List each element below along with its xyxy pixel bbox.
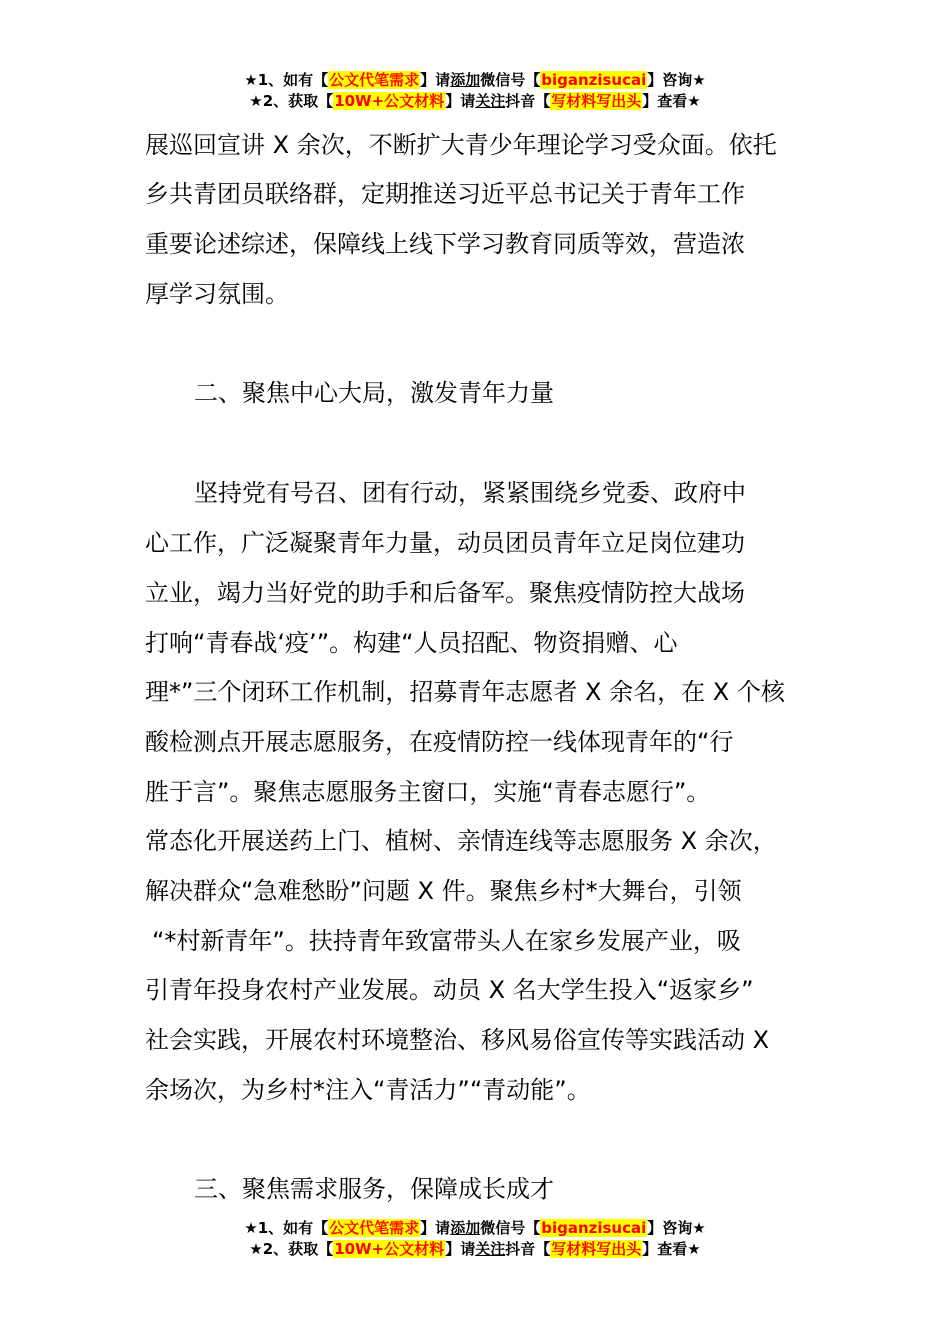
body-line: 社会实践，开展农村环境整治、移风易俗宣传等实践活动 X [145, 1026, 770, 1054]
promo-highlight: 10W+公文材料 [334, 92, 445, 110]
body-line: 立业，竭力当好党的助手和后备军。聚焦疫情防控大战场 [145, 579, 745, 607]
body-line: 打响“青春战‘疫’”。构建“人员招配、物资捐赠、心 [145, 629, 678, 657]
promo-text: 】咨询★ [647, 71, 706, 89]
promo-text: 抖音【 [505, 1240, 551, 1258]
body-line: 胜于言”。聚焦志愿服务主窗口，实施“青春志愿行”。 [145, 778, 711, 806]
promo-underlined: 关注 [475, 92, 506, 110]
body-line: 解决群众“急难愁盼”问题 X 件。聚焦乡村*大舞台，引领 [145, 877, 742, 905]
promo-text: 】咨询★ [647, 1219, 706, 1237]
body-line: 余场次，为乡村*注入“青活力”“青动能”。 [145, 1076, 591, 1104]
promo-text: 】请 [445, 92, 476, 110]
promo-line-2 [0, 1239, 950, 1260]
promo-highlight: 10W+公文材料 [334, 1240, 445, 1258]
promo-highlight-douyin: 写材料写出头 [551, 92, 642, 110]
body-line: 厚学习氛围。 [145, 280, 289, 308]
promo-line-2 [0, 91, 950, 112]
body-line: 坚持党有号召、团有行动，紧紧围绕乡党委、政府中 [194, 479, 746, 507]
promo-text: ★1、如有【 [244, 1219, 329, 1237]
promo-text: 】查看★ [642, 92, 701, 110]
section-heading: 二、聚焦中心大局，激发青年力量 [194, 379, 554, 407]
promo-line-1 [0, 70, 950, 91]
promo-banner-bottom [0, 1218, 950, 1260]
body-line: 引青年投身农村产业发展。动员 X 名大学生投入“返家乡” [145, 976, 754, 1004]
promo-text: ★1、如有【 [244, 71, 329, 89]
promo-underlined: 添加 [450, 71, 481, 89]
body-line: 理*”三个闭环工作机制，招募青年志愿者 X 余名，在 X 个核 [145, 678, 785, 706]
promo-highlight: 公文代笔需求 [329, 1219, 420, 1237]
promo-highlight-douyin: 写材料写出头 [551, 1240, 642, 1258]
promo-highlight-wechat-id: biganzisucai [541, 1219, 647, 1237]
body-line: 乡共青团员联络群，定期推送习近平总书记关于青年工作 [145, 180, 745, 208]
promo-highlight: 公文代笔需求 [329, 71, 420, 89]
body-line: 酸检测点开展志愿服务，在疫情防控一线体现青年的“行 [145, 728, 734, 756]
body-line: 展巡回宣讲 X 余次，不断扩大青少年理论学习受众面。依托 [145, 131, 777, 159]
promo-banner-top [0, 70, 950, 112]
promo-text: 】请 [420, 1219, 451, 1237]
promo-text: ★2、获取【 [249, 92, 334, 110]
promo-text: 】查看★ [642, 1240, 701, 1258]
promo-text: 】请 [420, 71, 451, 89]
promo-text: 微信号【 [480, 1219, 541, 1237]
body-line: 重要论述综述，保障线上线下学习教育同质等效，营造浓 [145, 230, 745, 258]
promo-underlined: 关注 [475, 1240, 506, 1258]
promo-text: 微信号【 [480, 71, 541, 89]
section-heading: 三、聚焦需求服务，保障成长成才 [194, 1175, 554, 1203]
body-line: 常态化开展送药上门、植树、亲情连线等志愿服务 X 余次， [145, 827, 777, 855]
promo-underlined: 添加 [450, 1219, 481, 1237]
promo-text: 】请 [445, 1240, 476, 1258]
body-line: 心工作，广泛凝聚青年力量，动员团员青年立足岗位建功 [145, 529, 745, 557]
promo-highlight-wechat-id: biganzisucai [541, 71, 647, 89]
promo-text: 抖音【 [505, 92, 551, 110]
promo-line-1 [0, 1218, 950, 1239]
promo-text: ★2、获取【 [249, 1240, 334, 1258]
body-line: “*村新青年”。扶持青年致富带头人在家乡发展产业，吸 [152, 927, 741, 955]
